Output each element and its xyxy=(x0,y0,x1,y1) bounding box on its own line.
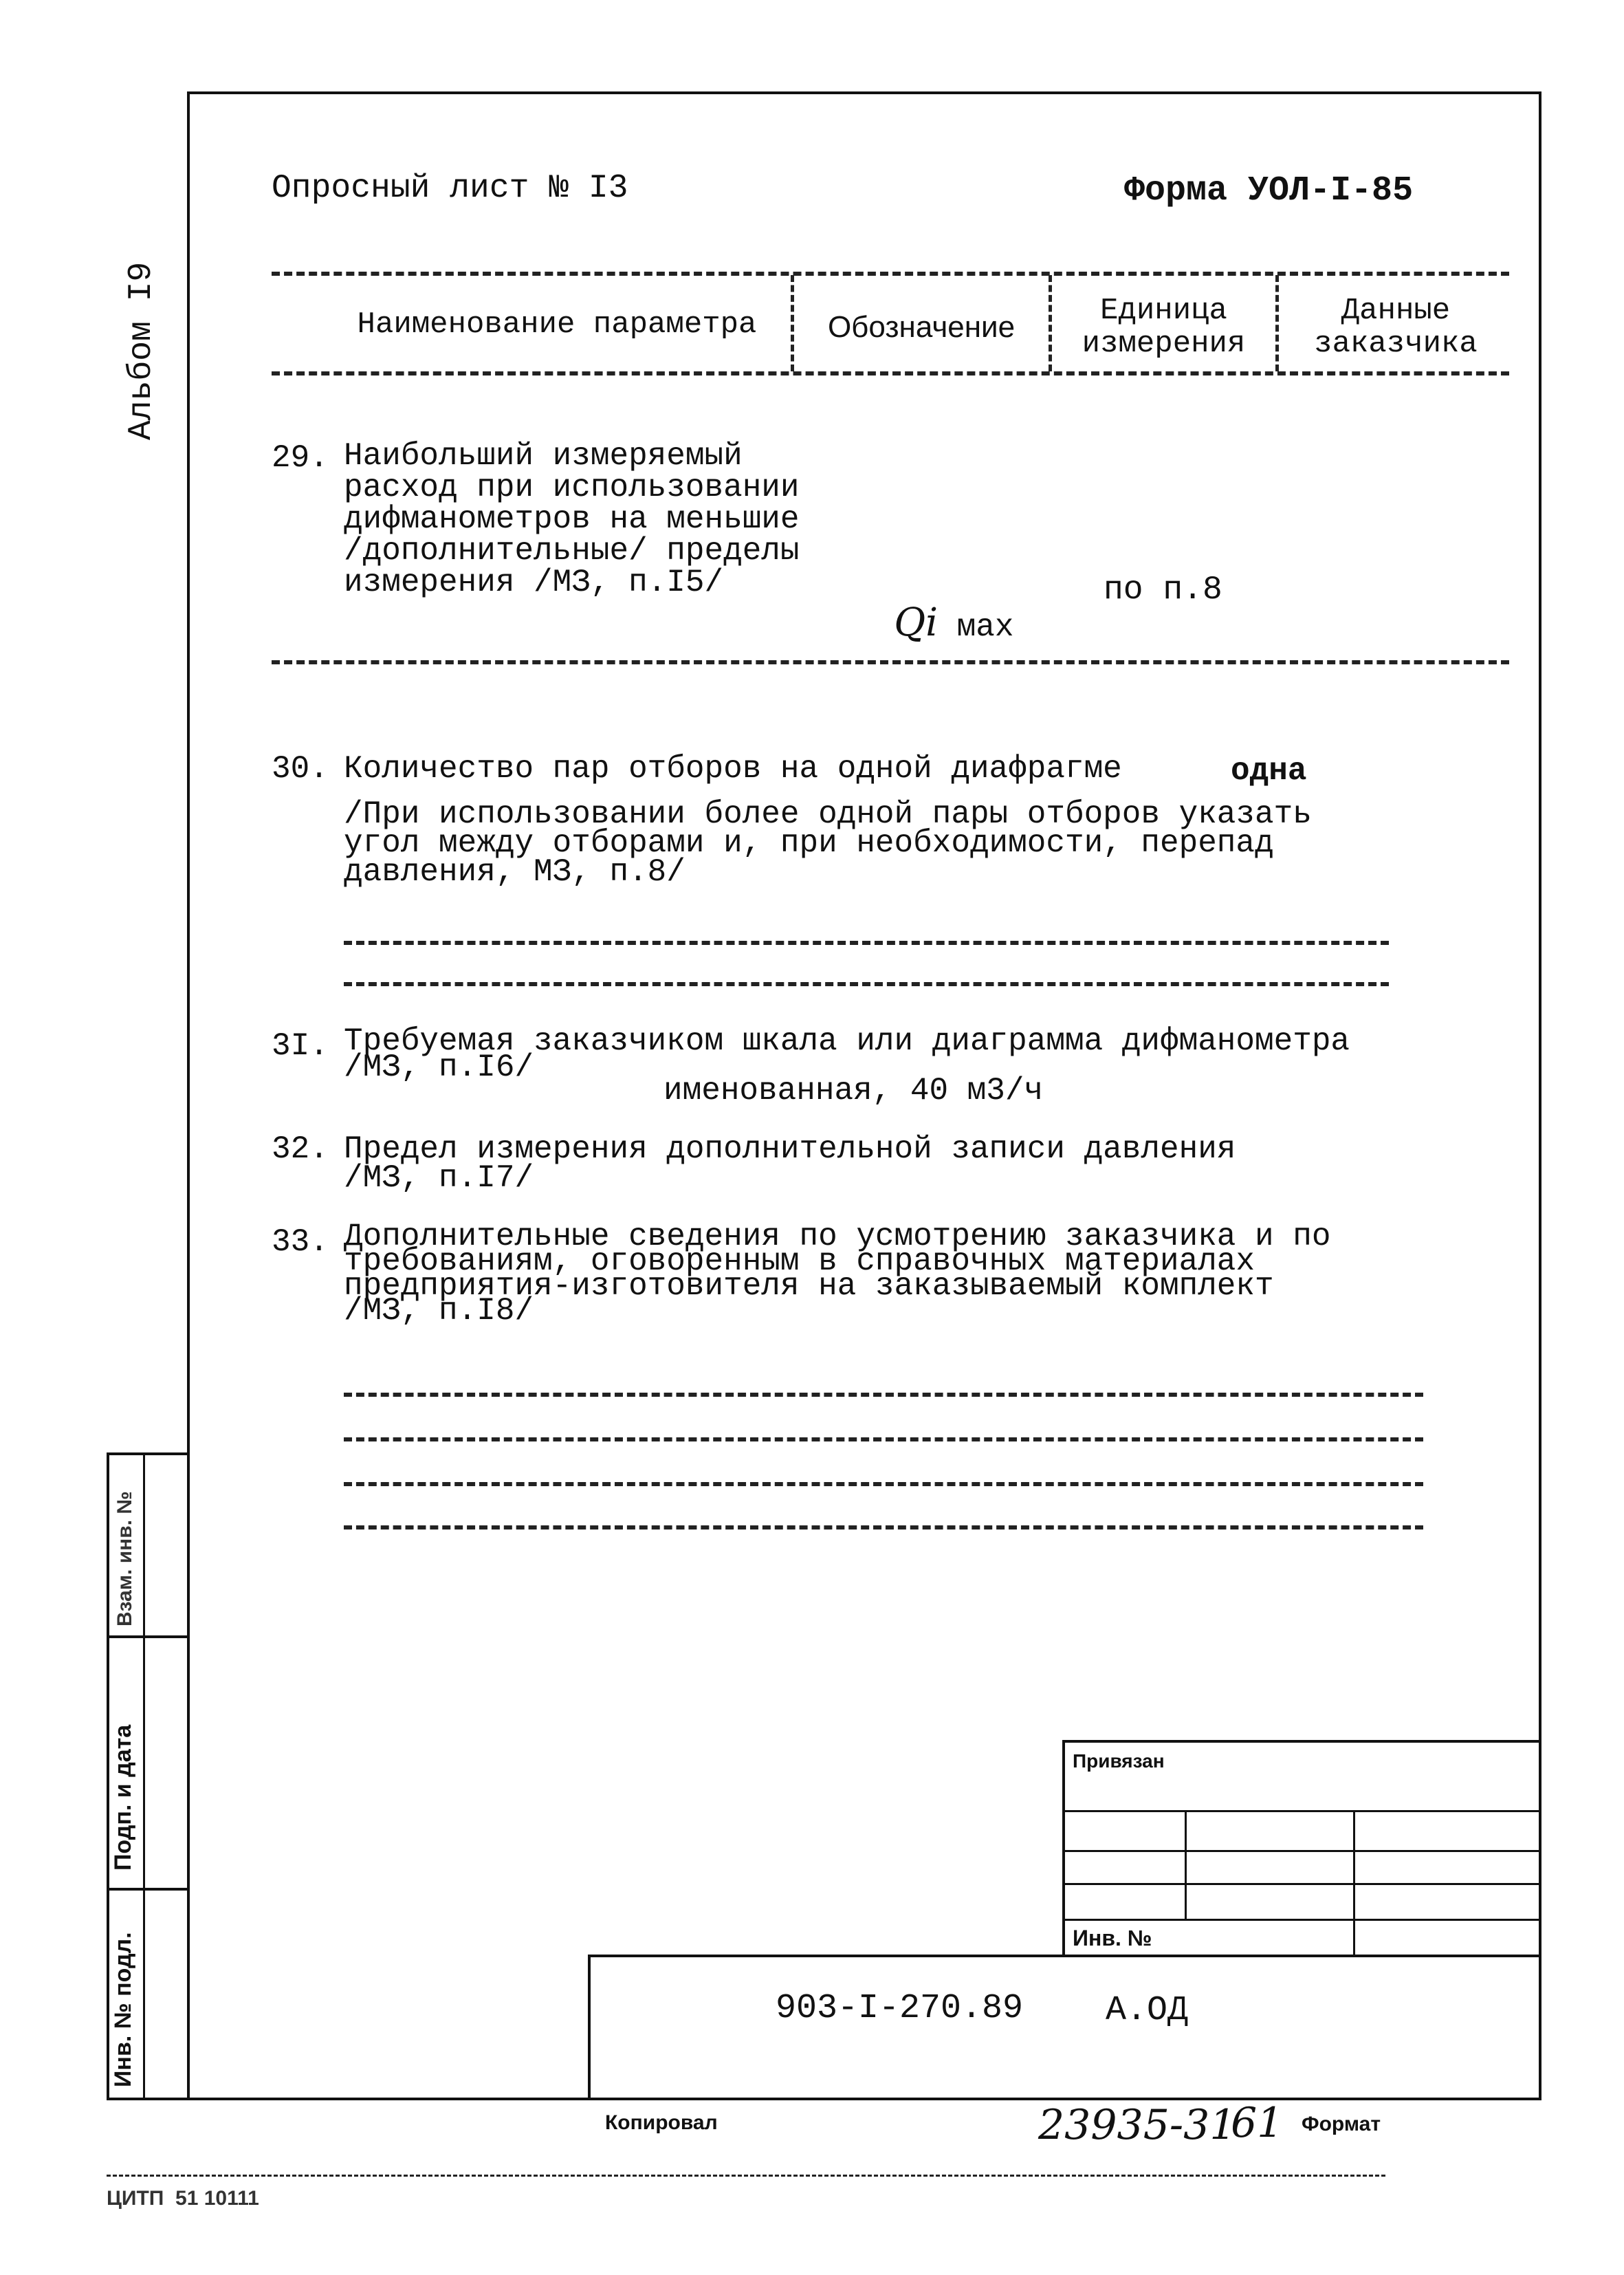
stamp-row-line-2 xyxy=(1062,1850,1541,1852)
item-33-answer-line-1 xyxy=(344,1393,1423,1397)
stamp-sheet-code: А.ОД xyxy=(1106,1991,1189,2030)
stamp-row-line-4 xyxy=(1062,1919,1541,1921)
side-stamp-sign-date: Подп. и дата xyxy=(110,1724,136,1871)
footer-cut-line xyxy=(107,2175,1385,2177)
stamp-bound-top xyxy=(1062,1740,1541,1743)
item-31-number: 3I. xyxy=(272,1028,329,1064)
side-stamp-replace-inv: Взам. инв. № xyxy=(113,1491,136,1626)
frame-left xyxy=(187,91,190,2100)
album-label: Альбом I9 xyxy=(123,261,160,440)
item-31-value: именованная, 40 м3/ч xyxy=(663,1073,1044,1109)
stamp-row-line-3 xyxy=(1062,1883,1541,1885)
frame-right xyxy=(1539,91,1541,2100)
item-32-number: 32. xyxy=(272,1131,329,1167)
side-stamp-left-edge xyxy=(107,1452,109,2099)
item-30-value: одна xyxy=(1231,753,1307,789)
side-stamp-inner-edge xyxy=(143,1452,145,2099)
item-29-number: 29. xyxy=(272,440,329,476)
stamp-col-line-2 xyxy=(1353,1810,1355,1955)
item-30-number: 30. xyxy=(272,751,329,787)
stamp-doc-code: 903-I-270.89 xyxy=(776,1989,1024,2028)
table-col-sep-2 xyxy=(1049,275,1052,371)
col-header-parameter: Наименование параметра xyxy=(357,307,757,342)
table-header-bottom-rule xyxy=(272,371,1509,375)
item-33-answer-line-4 xyxy=(344,1525,1423,1530)
footer-sheet-no: 61 xyxy=(1231,2099,1284,2147)
item-29-symbol-suffix: мах xyxy=(938,609,1014,645)
footer-printer: ЦИТП 51 10111 xyxy=(107,2187,259,2210)
item-30-answer-line-2 xyxy=(344,982,1389,986)
form-label: Форма УОЛ-I-85 xyxy=(1124,171,1414,210)
item-29-bottom-rule xyxy=(272,660,1509,664)
stamp-inv-no: Инв. № xyxy=(1073,1926,1152,1950)
item-29-text: Наибольший измеряемый расход при использовании дифманометров на меньшие /дополнительные/ пределы измерения /МЗ, п.I5/ xyxy=(344,438,800,600)
item-30-note: /При использовании более одной пары отборов указать угол между отборами и, при необходимости, перепад давления, МЗ, п.8/ xyxy=(344,796,1312,890)
col-header-designation: Обозначение xyxy=(827,310,1016,344)
footer-order-no: 23935-31 xyxy=(1038,2101,1236,2149)
side-stamp-inv-orig: Инв. № подл. xyxy=(110,1932,136,2087)
col-header-unit: Единица измерения xyxy=(1082,294,1246,361)
item-33-answer-line-2 xyxy=(344,1437,1423,1441)
item-33-number: 33. xyxy=(272,1224,329,1260)
frame-top xyxy=(187,91,1541,94)
frame-bottom xyxy=(107,2098,1541,2100)
stamp-row-line-1 xyxy=(1062,1810,1541,1812)
stamp-col-line-1 xyxy=(1185,1810,1187,1919)
table-col-sep-1 xyxy=(791,275,794,371)
item-32-text: Предел измерения дополнительной записи давления /МЗ, п.I7/ xyxy=(344,1131,1236,1196)
side-stamp-div-1 xyxy=(107,1635,189,1638)
col-header-customer-data: Данные заказчика xyxy=(1314,294,1478,361)
stamp-bound-label: Привязан xyxy=(1073,1750,1165,1772)
item-30-text: Количество пар отборов на одной диафрагме xyxy=(344,751,1122,787)
title-block-left xyxy=(588,1955,591,2099)
footer-format: Формат xyxy=(1302,2113,1381,2135)
item-30-answer-line-1 xyxy=(344,941,1389,945)
item-29-symbol xyxy=(856,569,1013,645)
table-col-sep-3 xyxy=(1275,275,1279,371)
item-29-value: по п.8 xyxy=(1104,572,1222,609)
item-31-text: Требуемая заказчиком шкала или диаграмма дифманометра /МЗ, п.I6/ xyxy=(344,1023,1350,1085)
table-header-top-rule xyxy=(272,272,1509,276)
stamp-bound-left xyxy=(1062,1740,1065,1955)
side-stamp-top xyxy=(107,1452,189,1455)
item-33-answer-line-3 xyxy=(344,1482,1423,1486)
footer-copied: Копировал xyxy=(605,2111,718,2134)
title-block-top xyxy=(588,1955,1541,1957)
side-stamp-div-2 xyxy=(107,1888,189,1891)
item-33-text: Дополнительные сведения по усмотрению заказчика и по требованиям, оговоренным в справочных материалах предприятия-изготовителя на заказываемый комплект /МЗ, п.I8/ xyxy=(344,1219,1331,1329)
sheet-title: Опросный лист № I3 xyxy=(272,170,628,207)
item-29-symbol-q: Qi xyxy=(894,600,939,645)
